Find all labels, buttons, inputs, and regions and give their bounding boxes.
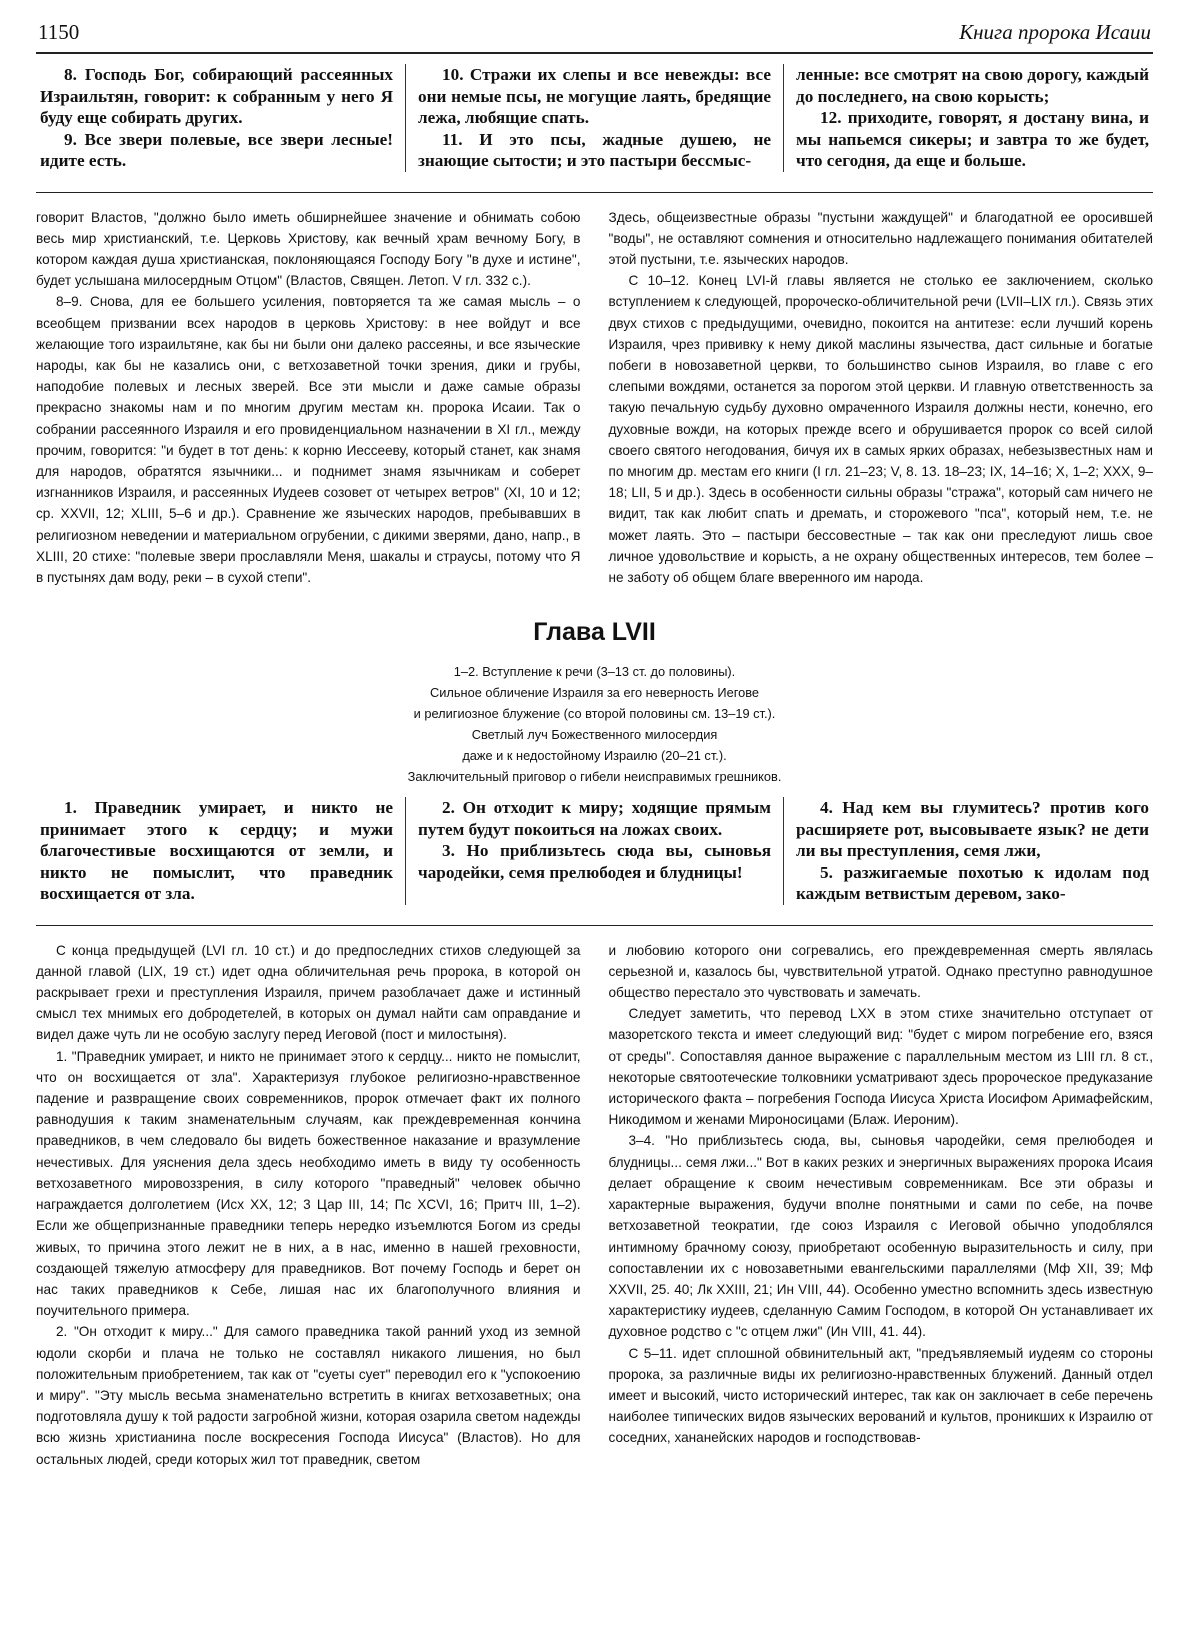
verse-12: 12. приходите, говорят, я достану вина, и мы напьемся сикеры; и завтра то же будет, что сегодня, да еще и больше. — [796, 108, 1149, 170]
verse-4: 4. Над кем вы глумитесь? против кого расширяете рот, высовываете язык? не дети ли вы преступления, семя лжи, — [796, 798, 1149, 861]
commentary-column-right — [609, 940, 1154, 1470]
top-scripture-columns — [36, 64, 1153, 172]
scripture-column-1 — [36, 64, 405, 172]
page-number: 1150 — [38, 20, 80, 44]
summary-line: 1–2. Вступление к речи (3–13 ст. до половины). — [453, 664, 736, 680]
verse-3: 3. Но приблизьтесь сюда вы, сыновья чародейки, семя прелюбодея и блудницы! — [418, 841, 771, 882]
chapter-scripture-columns — [36, 797, 1153, 905]
commentary-paragraph: и любовию которого они согревались, его преждевременная смерть являлась серьезной и, казалось бы, чувствительной утратой. Однако преступно равнодушное общество перестало это чувствовать и замечать. — [608, 942, 1153, 1001]
top-commentary — [36, 207, 1153, 589]
scripture-column-2 — [405, 64, 783, 172]
commentary-paragraph: 2. "Он отходит к миру..." Для самого праведника такой ранний уход из земной юдоли скорби и плача не только не составлял никакого лишения, но был положительным приобретением, так как от "суеты сует" переводил его к "успокоению и миру". "Эту мысль весьма знаменательно встретить в книгах ветхозаветных; она подготовляла душу к той радости загробной жизни, которая озарила светом надежды всю жизнь христианина после воскресения Господа Иисуса" (Властов). Но для остальных людей, среди которых жил тот праведник, светом — [36, 1324, 581, 1467]
commentary-paragraph: Следует заметить, что перевод LXX в этом стихе значительно отступает от мазоретского текста и имеет следующий вид: "будет с миром погребение его, взяся от среды". Сопоставляя данное выражение с параллельным местом из LIII гл. 8 ст., некоторые святоотеческие толковники усматривают здесь пророческое предуказание исторического факта – погребения Господа Иисуса Христа Иосифом Аримафейским, Никодимом и женами Мироносицами (Блаж. Иероним). — [608, 1006, 1153, 1128]
summary-line: Сильное обличение Израиля за его неверность Иегове — [430, 685, 759, 701]
page-header — [36, 14, 1153, 54]
commentary-paragraph: 3–4. "Но приблизьтесь сюда, вы, сыновья чародейки, семя прелюбодея и блудницы... семя лжи..." Вот в каких резких и энергичных выражениях пророка Исаия делает обращение к своим нечестивым современникам. Все эти образы и характерные выражения, будучи вполне понятными и сами по себе, на почве ветхозаветной теократии, где союз Израиля с Иеговой обычно уподоблялся интимному брачному союзу, приобретают особенную выразительность и силу, при сопоставлении их с новозаветными евангельскими параллелями (Мф XII, 39; Мф XXVII, 25. 40; Лк XXIII, 21; Ин VIII, 44). Особенно уместно вспомнить здесь известную характеристику иудеев, сделанную Самим Господом, в которой Он устанавливает их духовное родство с "с отцем лжи" (Ин VIII, 41. 44). — [608, 1133, 1153, 1340]
verse-2: 2. Он отходит к миру; ходящие прямым путем будут покоиться на ложах своих. — [418, 798, 771, 839]
commentary-column-left — [36, 207, 581, 589]
commentary-paragraph: 8–9. Снова, для ее большего усиления, повторяется та же самая мысль – о всеобщем призвании всех народов в церковь Христову: в нее войдут и все желающие того израильтяне, как бы ни были они далеко рассеяны, и все языческие народы, как бы не казались они, с ветхозаветной точки зрения, дики и грубы, наподобие полевых и лесных зверей. Все эти мысли и даже самые образы прекрасно знакомы нам и по многим другим местам кн. пророка Исаии. Так о собрании рассеянного Израиля и его провиденциальном назначении в XI гл., между прочим, говорится: "и будет в тот день: к корню Иессееву, который станет, как знамя для народов, обратятся язычники... и поднимет знамя язычникам и соберет изгнанников Израиля, и рассеянных Иудеев созовет от четырех ветров" (XI, 10 и 12; ср. XXVII, 12; XLIII, 5–6 и др.). Сравнение же языческих народов, пребывавших в религиозном неведении и материальном огрубении, с дикими зверями, дано, напр., в XLIII, 20 стихе: "полевые звери прославляли Меня, шакалы и страусы, потому что Я в пустынях дам воду, реки – в сухой степи". — [36, 294, 581, 585]
running-title: Книга пророка Исаии — [959, 20, 1151, 44]
summary-line: Светлый луч Божественного милосердия — [471, 727, 718, 743]
scripture-column-1 — [36, 797, 405, 905]
chapter-heading: Глава LVII — [533, 618, 656, 647]
commentary-paragraph: С 10–12. Конец LVI-й главы является не столько ее заключением, сколько вступлением к следующей, пророческо-обличительной речи (LVII–LIX гл.). Связь этих двух стихов с предыдущими, очевидно, покоится на антитезе: если лучший корень Израиля, чрез прививку к нему дикой маслины язычества, даст сильные и богатые побеги в новозаветной церкви, то большинство сынов Израиля, во главе с его слепыми вождями, останется за порогом этой церкви. И главную ответственность за такую печальную судьбу духовно омраченного Израиля должны нести, конечно, его духовные вожди, на которых прежде всего и обрушивается пророк со всей силой своего святого негодования, бичуя их в самых ярких образах, небезызвестных нам и по многим др. местам его книги (I гл. 21–23; V, 8. 13. 18–23; IX, 14–16; X, 1–2; XXX, 9–18; LII, 5 и др.). Здесь в особенности сильны образы "стража", который сам ничего не видит, так как любит спать и дремать, и сторожевого "пса", который нем, т.е. не может лаять. Это – пастыри бессовестные – так как они преследуют лишь свое личное удовольствие и корысть, а не охрану общественных интересов, тем более – не заботу об общем благе вверенного им народа. — [608, 273, 1153, 585]
verse-9: 9. Все звери полевые, все звери лесные! идите есть. — [40, 129, 393, 170]
summary-line: даже и к недостойному Израилю (20–21 ст.). — [462, 748, 727, 764]
section-divider — [36, 192, 1153, 193]
scripture-column-3 — [783, 64, 1153, 172]
verse-11: 11. И это псы, жадные душею, не знающие сытости; и это пастыри бессмыс- — [418, 129, 771, 170]
commentary-paragraph: 1. "Праведник умирает, и никто не принимает этого к сердцу... никто не помыслит, что он восхищается от зла". Характеризуя глубокое религиозно-нравственное падение и развращение своих современников, пророк отмечает факт их полного равнодушия к таким знаменательным случаям, как преждевременная кончина праведников, в чем следовало бы видеть божественное наказание и вразумление нечестивых. Для уяснения дела здесь необходимо иметь в виду ту особенность ветхозаветного мировоззрения, в силу которого "праведный" человек обычно награждается долголетием (Исх XX, 12; 3 Цар III, 14; Пс XCVI, 16; Притч III, 1–2). Если же общепризнанные праведники теперь нередко изъемлются Богом из среды живых, то причина этого лежит не в них, а в нас, именно в нашей греховности, создающей тяжелую атмосферу для праведников. Вот почему Господь и берет он нас таких праведников к Себе, лишая нас их благополучного влияния и поучительного примера. — [36, 1048, 581, 1319]
section-divider — [36, 925, 1153, 926]
verse-10: 10. Стражи их слепы и все невежды: все они немые псы, не могущие лаять, бредящие лежа, любящие спать. — [418, 65, 771, 127]
summary-line: Заключительный приговор о гибели неисправимых грешников. — [407, 769, 782, 785]
commentary-paragraph: С конца предыдущей (LVI гл. 10 ст.) и до предпоследних стихов следующей за данной главой (LIX, 19 ст.) идет одна обличительная речь пророка, в которой он раскрывает грехи и преступления Израиля, причем разоблачает даже и истинный смысл тех мнимых его добродетелей, в которых он думал найти сам оправдание и видел даже чуть ли не особую заслугу перед Иеговой (пост и милостыня). — [36, 942, 581, 1043]
bottom-commentary — [36, 940, 1153, 1470]
chapter-summary — [36, 661, 1153, 787]
verse-1: 1. Праведник умирает, и никто не принимает этого к сердцу; и мужи благочестивые восхищаются от земли, и никто не помыслит, что праведник восхищается от зла. — [40, 798, 393, 904]
commentary-paragraph: С 5–11. идет сплошной обвинительный акт, "предъявляемый иудеям со стороны пророка, за различные виды их религиозно-нравственных блужений. Данный отдел имеет и высокий, чисто исторический интерес, так как он заключает в себе перечень наиболее типических видов языческих верований и культов, проникших к Израилю от соседних, хананейских народов и господствовав- — [608, 1345, 1153, 1446]
scripture-column-3 — [783, 797, 1153, 905]
verse-11-continued: ленные: все смотрят на свою дорогу, каждый до последнего, на свою корысть; — [796, 65, 1149, 106]
summary-line: и религиозное блужение (со второй половины см. 13–19 ст.). — [413, 706, 776, 722]
commentary-column-left — [36, 940, 581, 1470]
commentary-paragraph: Здесь, общеизвестные образы "пустыни жаждущей" и благодатной ее оросившей "воды", не оставляют сомнения и относительно надлежащего понимания обитателей этой пустыни, т.е. языческих народов. — [608, 209, 1153, 267]
verse-5: 5. разжигаемые похотью к идолам под каждым ветвистым деревом, зако- — [796, 862, 1149, 904]
page — [36, 14, 1153, 1470]
commentary-paragraph: говорит Властов, "должно было иметь обширнейшее значение и обнимать собою весь мир христианский, т.е. Церковь Христову, как вечный храм вечному Богу, в котором каждая душа христианская, поклоняющаяся Господу Богу "в духе и истине", будет услышана милосердным Отцом" (Властов, Священ. Летоп. V гл. 332 с.). — [36, 209, 581, 289]
scripture-column-2 — [405, 797, 783, 905]
verse-8: 8. Господь Бог, собирающий рассеянных Израильтян, говорит: к собранным у него Я буду еще собирать других. — [40, 65, 393, 127]
commentary-column-right — [609, 207, 1154, 589]
